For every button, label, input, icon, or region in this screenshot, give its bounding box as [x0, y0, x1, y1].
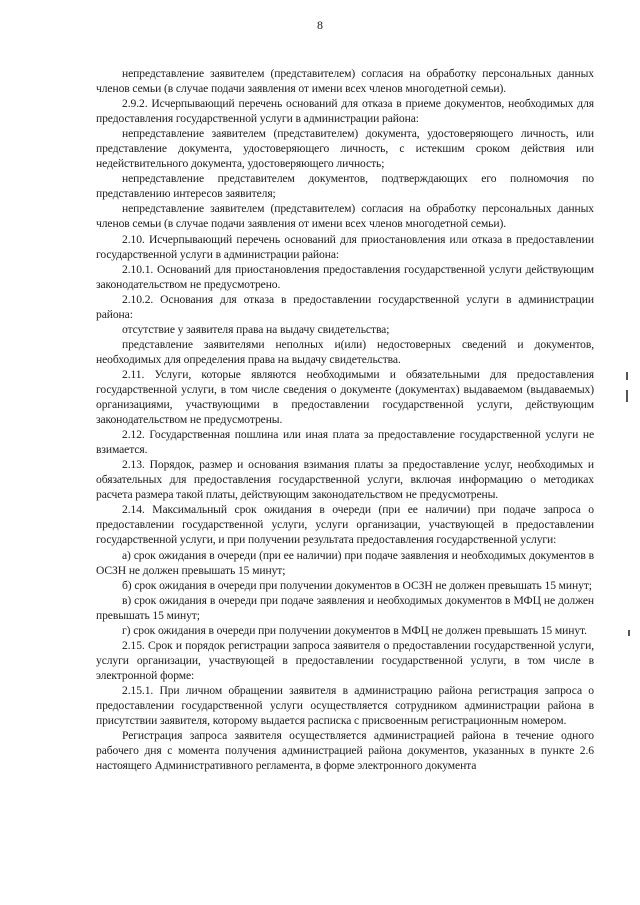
paragraph: непредставление заявителем (представителем) согласия на обработку персональных данных членов семьи (в случае подачи заявления от имени всех членов многодетной семьи).	[96, 67, 594, 96]
paragraph: в) срок ожидания в очереди при подаче заявления и необходимых документов в МФЦ не должен превышать 15 минут;	[96, 593, 594, 622]
paragraph: 2.13. Порядок, размер и основания взимания платы за предоставление услуг, необходимых и обязательных для предоставления государственной услуги, включая информацию о методиках расчета размера такой платы, действующим законодательством не предусмотрены.	[96, 458, 594, 502]
paragraph: 2.14. Максимальный срок ожидания в очереди (при ее наличии) при подаче запроса о предоставлении государственной услуги, услуги организации, участвующей в предоставлении государственной услуги, и при получении результата предоставления государственной услуги:	[96, 503, 594, 547]
paragraph: непредставление представителем документов, подтверждающих его полномочия по представлению интересов заявителя;	[96, 172, 594, 201]
paragraph: непредставление заявителем (представителем) документа, удостоверяющего личность, или представление документа, удостоверяющего личность, с истекшим сроком действия или недействительного документа, удостоверяющего личность;	[96, 127, 594, 171]
paragraph: представление заявителями неполных и(или) недостоверных сведений и документов, необходимых для определения права на выдачу свидетельства.	[96, 337, 594, 366]
scan-mark	[626, 390, 628, 402]
scan-mark	[628, 630, 630, 636]
paragraph: 2.10.1. Оснований для приостановления предоставления государственной услуги действующим законодательством не предусмотрено.	[96, 262, 594, 291]
paragraph: отсутствие у заявителя права на выдачу свидетельства;	[122, 322, 390, 336]
paragraph: б) срок ожидания в очереди при получении документов в ОСЗН не должен превышать 15 минут;	[122, 578, 592, 592]
paragraph: Регистрация запроса заявителя осуществляется администрацией района в течение одного рабочего дня с момента получения администрацией района документов, указанных в пункте 2.6 настоящего Административного регламента, в форме электронного документа	[96, 729, 594, 773]
page-number: 8	[317, 18, 323, 32]
paragraph: 2.12. Государственная пошлина или иная плата за предоставление государственной услуги не взимается.	[96, 428, 594, 457]
paragraph: непредставление заявителем (представителем) согласия на обработку персональных данных членов семьи (в случае подачи заявления от имени всех членов многодетной семьи).	[96, 202, 594, 231]
paragraph: г) срок ожидания в очереди при получении документов в МФЦ не должен превышать 15 минут.	[122, 623, 587, 637]
scan-mark	[626, 372, 628, 380]
document-body	[96, 66, 594, 773]
paragraph: а) срок ожидания в очереди (при ее наличии) при подаче заявления и необходимых документов в ОСЗН не должен превышать 15 минут;	[96, 548, 594, 577]
paragraph: 2.10. Исчерпывающий перечень оснований для приостановления или отказа в предоставлении государственной услуги в администрации района:	[96, 232, 594, 261]
paragraph: 2.15.1. При личном обращении заявителя в администрацию района регистрация запроса о предоставлении государственной услуги осуществляется сотрудником администрации района в присутствии заявителя, которому выдается расписка с присвоенным регистрационным номером.	[96, 683, 594, 728]
paragraph: 2.15. Срок и порядок регистрации запроса заявителя о предоставлении государственной услуги, услуги организации, участвующей в предоставлении государственной услуги, в том числе в электронной форме:	[96, 638, 594, 682]
paragraph: 2.10.2. Основания для отказа в предоставлении государственной услуги в администрации района:	[96, 292, 594, 321]
paragraph: 2.11. Услуги, которые являются необходимыми и обязательными для предоставления государственной услуги, в том числе сведения о документе (документах) выдаваемом (выдаваемых) организациями, участвующими в предоставлении государственной услуги, действующим законодательством не предусмотрены.	[96, 367, 594, 427]
paragraph: 2.9.2. Исчерпывающий перечень оснований для отказа в приеме документов, необходимых для предоставления государственной услуги в администрации района:	[96, 97, 594, 126]
